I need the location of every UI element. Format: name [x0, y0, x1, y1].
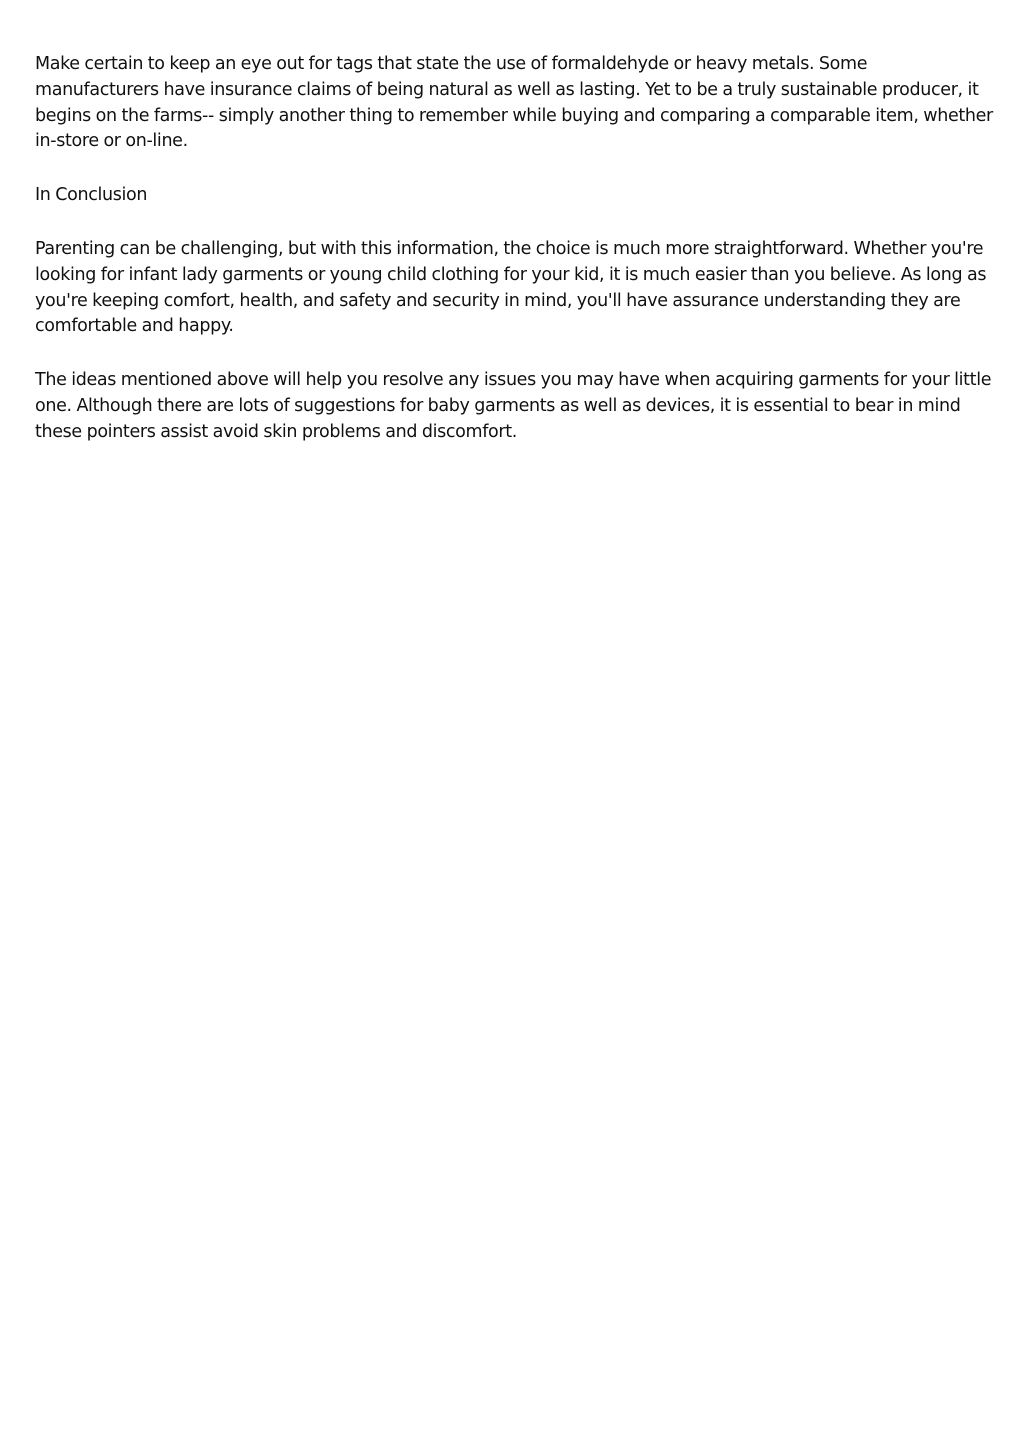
paragraph-formaldehyde: Make certain to keep an eye out for tags that state the use of formaldehyde or heavy metals. Some manufacturers have insurance claims of being natural as well as lasting. Yet to be a truly sustainable producer, it begins on the farms-- simply another thing to remember while buying and comparing a comparable item, whether in-store or on-line. [35, 54, 993, 152]
paragraph-ideas: The ideas mentioned above will help you resolve any issues you may have when acquiring garments for your little one. Although there are lots of suggestions for baby garments as well as devices, it is essential to bear in mind these pointers assist avoid skin problems and discomfort. [35, 370, 992, 442]
paragraph-parenting: Parenting can be challenging, but with this information, the choice is much more straightforward. Whether you're looking for infant lady garments or young child clothing for your kid, it is much easier than you believe. As long as you're keeping comfort, health, and safety and security in mind, you'll have assurance understanding they are comfortable and happy. [35, 238, 987, 337]
section-heading-conclusion: In Conclusion [35, 185, 148, 206]
document-body [35, 52, 993, 474]
